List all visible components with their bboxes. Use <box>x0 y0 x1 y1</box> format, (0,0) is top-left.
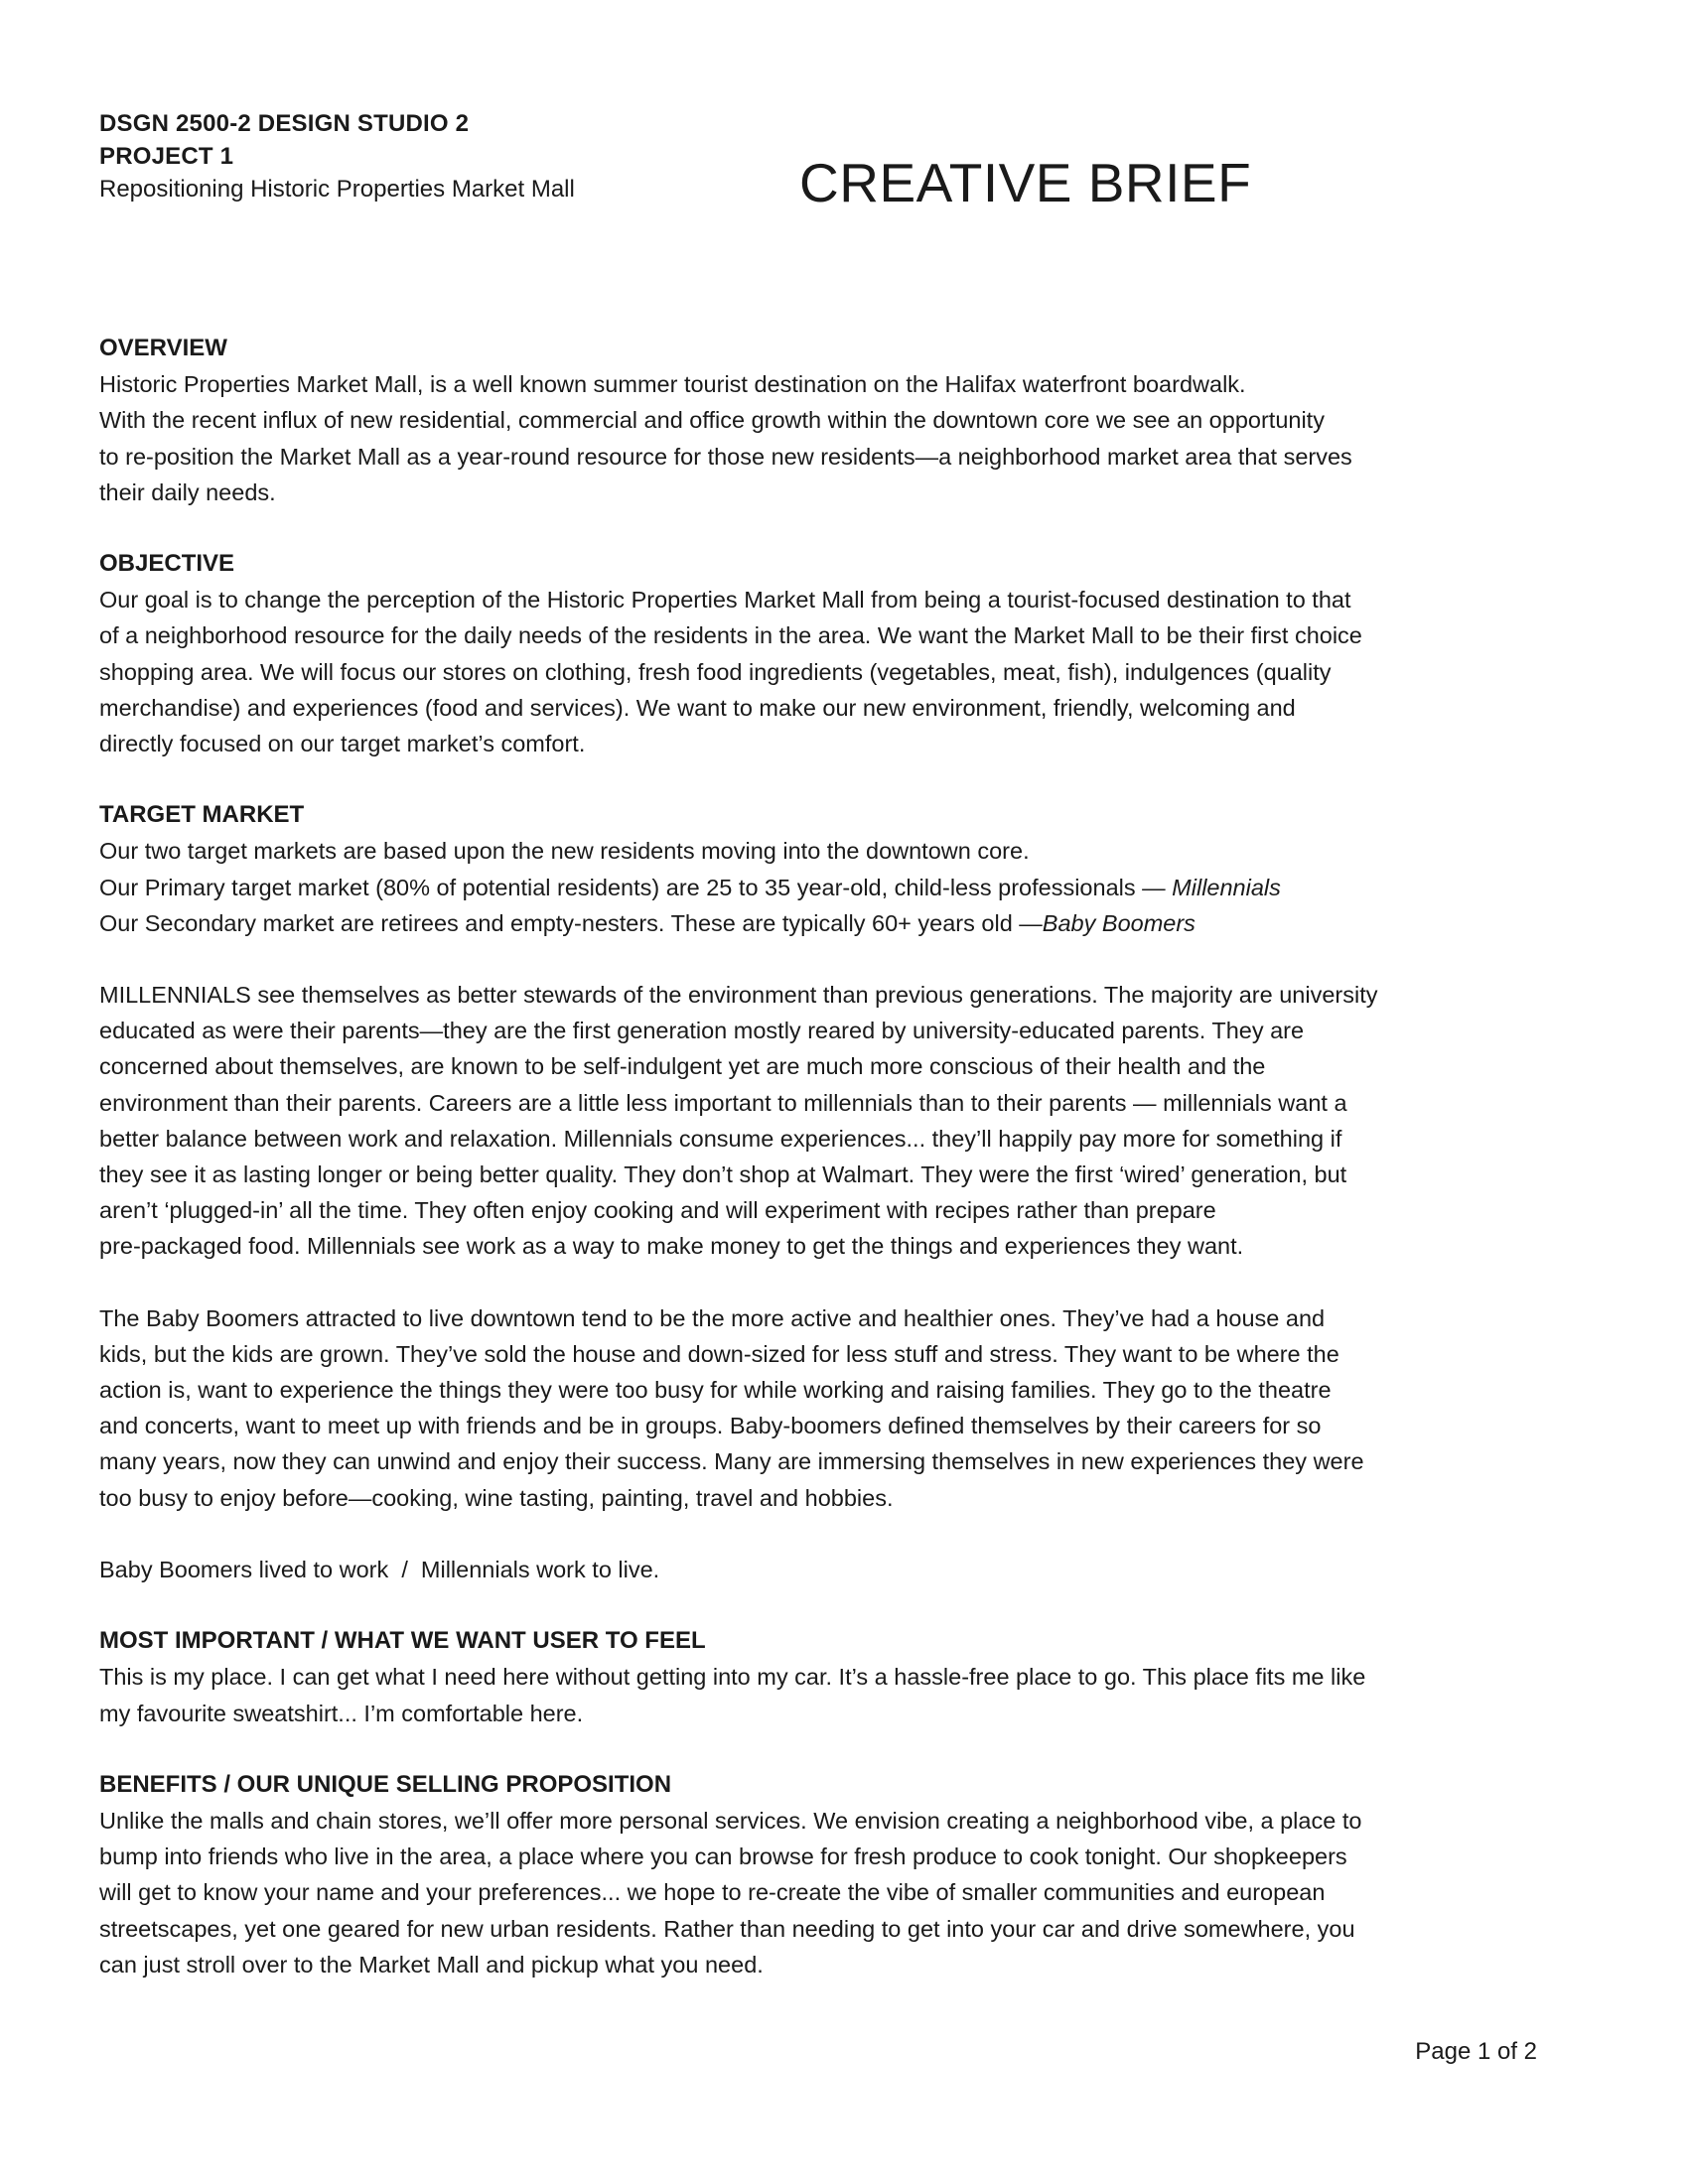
text-line: concerned about themselves, are known to be self-indulgent yet are much more conscious of their health and the <box>99 1053 1266 1080</box>
secondary-market-text: Our Secondary market are retirees and empty-nesters. These are typically 60+ years old — <box>99 909 1043 936</box>
target-market-section <box>99 797 1549 1587</box>
course-code: DSGN 2500-2 DESIGN STUDIO 2 <box>99 110 470 137</box>
text-line: Our goal is to change the perception of the Historic Properties Market Mall from being a tourist-focused destination to that <box>99 587 1351 614</box>
overview-section <box>99 331 1549 510</box>
section-heading: BENEFITS / OUR UNIQUE SELLING PROPOSITION <box>99 1770 672 1798</box>
text-line: bump into friends who live in the area, a place where you can browse for fresh produce to cook tonight. Our shopkeepers <box>99 1843 1347 1870</box>
text-line: and concerts, want to meet up with friends and be in groups. Baby-boomers defined themselves by their careers for so <box>99 1413 1322 1439</box>
text-line: Unlike the malls and chain stores, we’ll offer more personal services. We envision creating a neighborhood vibe, a place to <box>99 1807 1362 1834</box>
feel-paragraph <box>99 1659 1549 1730</box>
text-line: merchandise) and experiences (food and services). We want to make our new environment, friendly, welcoming and <box>99 694 1296 721</box>
text-line: environment than their parents. Careers are a little less important to millennials than to their parents — millennials want a <box>99 1089 1347 1116</box>
text-line: The Baby Boomers attracted to live downtown tend to be the more active and healthier ones. They’ve had a house and <box>99 1304 1326 1331</box>
text-line: they see it as lasting longer or being better quality. They don’t shop at Walmart. They were the first ‘wired’ generation, but <box>99 1161 1347 1188</box>
text-line: to re-position the Market Mall as a year-round resource for those new residents—a neighborhood market area that serves <box>99 443 1352 470</box>
summary-line <box>99 1552 1549 1587</box>
text-line: Historic Properties Market Mall, is a well known summer tourist destination on the Halifax waterfront boardwalk. <box>99 371 1246 398</box>
project-number: PROJECT 1 <box>99 143 234 170</box>
text-line: will get to know your name and your preferences... we hope to re-create the vibe of smaller communities and european <box>99 1879 1326 1906</box>
text-line: can just stroll over to the Market Mall and pickup what you need. <box>99 1951 764 1978</box>
overview-paragraph <box>99 366 1549 510</box>
section-heading: OBJECTIVE <box>99 550 235 578</box>
text-line: Our two target markets are based upon the new residents moving into the downtown core. <box>99 838 1030 865</box>
objective-paragraph <box>99 582 1549 761</box>
millennials-paragraph <box>99 977 1549 1265</box>
text-line <box>99 905 1549 941</box>
page-number: Page 1 of 2 <box>1415 2038 1537 2065</box>
boomers-paragraph <box>99 1300 1549 1516</box>
text-line: my favourite sweatshirt... I’m comfortable here. <box>99 1700 584 1726</box>
document-body <box>99 331 1549 2018</box>
benefits-paragraph <box>99 1803 1549 1982</box>
text-line: better balance between work and relaxation. Millennials consume experiences... they’ll happily pay more for something if <box>99 1125 1342 1152</box>
project-subtitle: Repositioning Historic Properties Market Mall <box>99 176 575 203</box>
feel-section <box>99 1623 1549 1731</box>
text-line: educated as were their parents—they are the first generation mostly reared by university-educated parents. They are <box>99 1018 1305 1044</box>
text-line: With the recent influx of new residential, commercial and office growth within the downtown core we see an opportunity <box>99 407 1325 434</box>
target-market-intro <box>99 833 1549 941</box>
text-line: This is my place. I can get what I need here without getting into my car. It’s a hassle-free place to go. This place fits me like <box>99 1664 1366 1691</box>
text-line: kids, but the kids are grown. They’ve sold the house and down-sized for less stuff and stress. They want to be where the <box>99 1340 1339 1367</box>
text-line: aren’t ‘plugged-in’ all the time. They often enjoy cooking and will experiment with recipes rather than prepare <box>99 1197 1216 1224</box>
text-line: directly focused on our target market’s comfort. <box>99 731 586 757</box>
course-header <box>99 107 715 205</box>
text-line: many years, now they can unwind and enjoy their success. Many are immersing themselves in new experiences they were <box>99 1448 1364 1475</box>
text-line: shopping area. We will focus our stores on clothing, fresh food ingredients (vegetables, meat, fish), indulgences (quality <box>99 658 1332 685</box>
section-heading: TARGET MARKET <box>99 801 305 829</box>
objective-section <box>99 546 1549 761</box>
primary-market-text: Our Primary target market (80% of potential residents) are 25 to 35 year-old, child-less professionals — <box>99 874 1173 900</box>
document-title: CREATIVE BRIEF <box>799 152 1252 213</box>
text-line: of a neighborhood resource for the daily needs of the residents in the area. We want the Market Mall to be their first choice <box>99 622 1362 649</box>
section-heading: MOST IMPORTANT / WHAT WE WANT USER TO FEEL <box>99 1627 706 1655</box>
text-line: action is, want to experience the things they were too busy for while working and raising families. They go to the theatre <box>99 1377 1332 1404</box>
text-line: streetscapes, yet one geared for new urban residents. Rather than needing to get into your car and drive somewhere, you <box>99 1915 1355 1942</box>
text-line: their daily needs. <box>99 478 276 505</box>
section-heading: OVERVIEW <box>99 335 227 361</box>
text-line: pre-packaged food. Millennials see work as a way to make money to get the things and experiences they want. <box>99 1233 1244 1260</box>
benefits-section <box>99 1767 1549 1982</box>
text-line: Baby Boomers lived to work / Millennials work to live. <box>99 1556 660 1582</box>
text-line: MILLENNIALS see themselves as better stewards of the environment than previous generations. The majority are university <box>99 982 1378 1009</box>
primary-market-label: Millennials <box>1172 874 1281 900</box>
text-line: too busy to enjoy before—cooking, wine tasting, painting, travel and hobbies. <box>99 1484 894 1511</box>
secondary-market-label: Baby Boomers <box>1042 909 1196 936</box>
text-line <box>99 870 1549 905</box>
